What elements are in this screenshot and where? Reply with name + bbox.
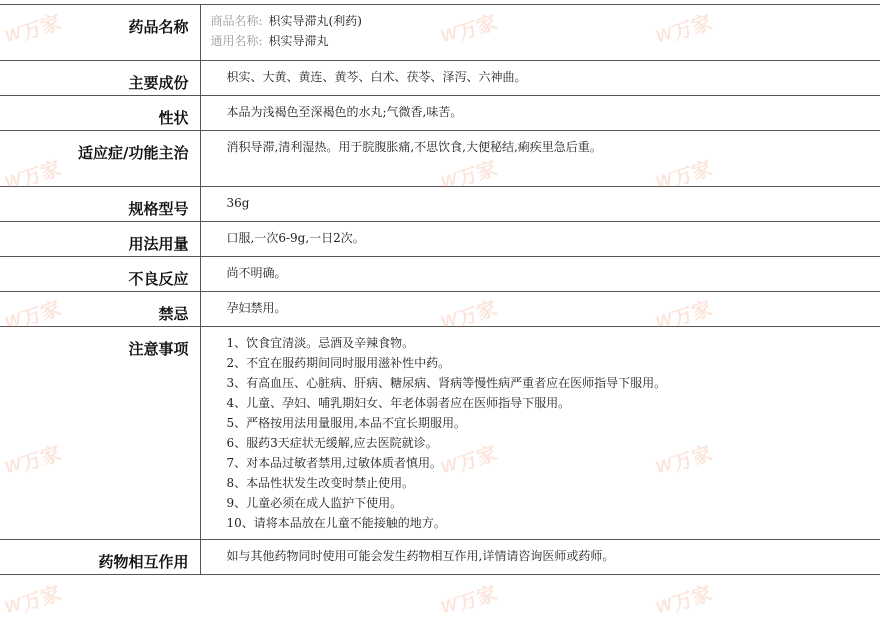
watermark-logo: W 万家 xyxy=(438,297,500,332)
watermark-logo: W 万家 xyxy=(438,582,500,617)
precaution-item: 6、服药3天症状无缓解,应去医院就诊。 xyxy=(226,436,438,450)
watermark-logo: W 万家 xyxy=(438,157,500,192)
precaution-item: 9、儿童必须在成人监护下使用。 xyxy=(226,496,403,510)
watermark-logo: W 万家 xyxy=(2,11,64,46)
watermark-logo: W 万家 xyxy=(2,297,64,332)
precaution-item: 8、本品性状发生改变时禁止使用。 xyxy=(226,476,415,490)
watermark-logo: W 万家 xyxy=(438,442,500,477)
ingredients-label: 主要成份 xyxy=(0,61,200,96)
ingredients-value: 枳实、大黄、黄连、黄芩、白术、茯苓、泽泻、六神曲。 xyxy=(200,61,880,96)
drug-info-table xyxy=(0,4,880,575)
watermark-logo: W 万家 xyxy=(2,157,64,192)
dosage-value: 口服,一次6-9g,一日2次。 xyxy=(200,222,880,257)
precautions-value xyxy=(200,327,880,540)
watermark-logo: W 万家 xyxy=(653,11,715,46)
watermark-logo: W 万家 xyxy=(2,442,64,477)
adverse-label: 不良反应 xyxy=(0,257,200,292)
drug-name-label: 药品名称 xyxy=(0,5,200,61)
precautions-label: 注意事项 xyxy=(0,327,200,540)
trade-name-line xyxy=(211,11,871,31)
watermark-logo: W 万家 xyxy=(653,442,715,477)
precaution-item: 10、请将本品放在儿童不能接触的地方。 xyxy=(226,516,446,530)
trade-name-key: 商品名称: xyxy=(210,14,263,28)
precaution-item: 5、严格按用法用量服用,本品不宜长期服用。 xyxy=(226,416,466,430)
dosage-label: 用法用量 xyxy=(0,222,200,257)
precaution-item: 2、不宜在服药期间同时服用滋补性中药。 xyxy=(226,356,451,370)
precaution-item: 1、饮食宜清淡。忌酒及辛辣食物。 xyxy=(226,336,415,350)
interactions-label: 药物相互作用 xyxy=(0,540,200,575)
row-appearance xyxy=(0,96,880,131)
row-dosage xyxy=(0,222,880,257)
indications-value: 消积导滞,清利湿热。用于脘腹胀痛,不思饮食,大便秘结,痢疾里急后重。 xyxy=(200,131,880,187)
spec-value: 36g xyxy=(200,187,880,222)
precaution-item: 4、儿童、孕妇、哺乳期妇女、年老体弱者应在医师指导下服用。 xyxy=(226,396,571,410)
precaution-item: 3、有高血压、心脏病、肝病、糖尿病、肾病等慢性病严重者应在医师指导下服用。 xyxy=(226,376,667,390)
watermark-logo: W 万家 xyxy=(438,11,500,46)
adverse-value: 尚不明确。 xyxy=(200,257,880,292)
row-contraindications xyxy=(0,292,880,327)
appearance-value: 本品为浅褐色至深褐色的水丸;气微香,味苦。 xyxy=(200,96,880,131)
contraindications-value: 孕妇禁用。 xyxy=(200,292,880,327)
spec-label: 规格型号 xyxy=(0,187,200,222)
precaution-item: 7、对本品过敏者禁用,过敏体质者慎用。 xyxy=(226,456,442,470)
row-ingredients xyxy=(0,61,880,96)
generic-name-key: 通用名称: xyxy=(210,34,263,48)
appearance-label: 性状 xyxy=(0,96,200,131)
row-drug-name xyxy=(0,5,880,61)
generic-name-value: 枳实导滞丸 xyxy=(268,34,329,48)
interactions-value: 如与其他药物同时使用可能会发生药物相互作用,详情请咨询医师或药师。 xyxy=(200,540,880,575)
trade-name-value: 枳实导滞丸(利药) xyxy=(268,14,362,28)
row-interactions xyxy=(0,540,880,575)
watermark-logo: W 万家 xyxy=(653,582,715,617)
watermark-logo: W 万家 xyxy=(653,297,715,332)
drug-name-value xyxy=(200,5,880,61)
watermark-logo: W 万家 xyxy=(2,582,64,617)
row-spec xyxy=(0,187,880,222)
row-precautions xyxy=(0,327,880,540)
row-indications xyxy=(0,131,880,187)
precautions-list xyxy=(227,333,871,533)
indications-label: 适应症/功能主治 xyxy=(0,131,200,187)
row-adverse xyxy=(0,257,880,292)
generic-name-line xyxy=(211,31,871,51)
contraindications-label: 禁忌 xyxy=(0,292,200,327)
watermark-logo: W 万家 xyxy=(653,157,715,192)
